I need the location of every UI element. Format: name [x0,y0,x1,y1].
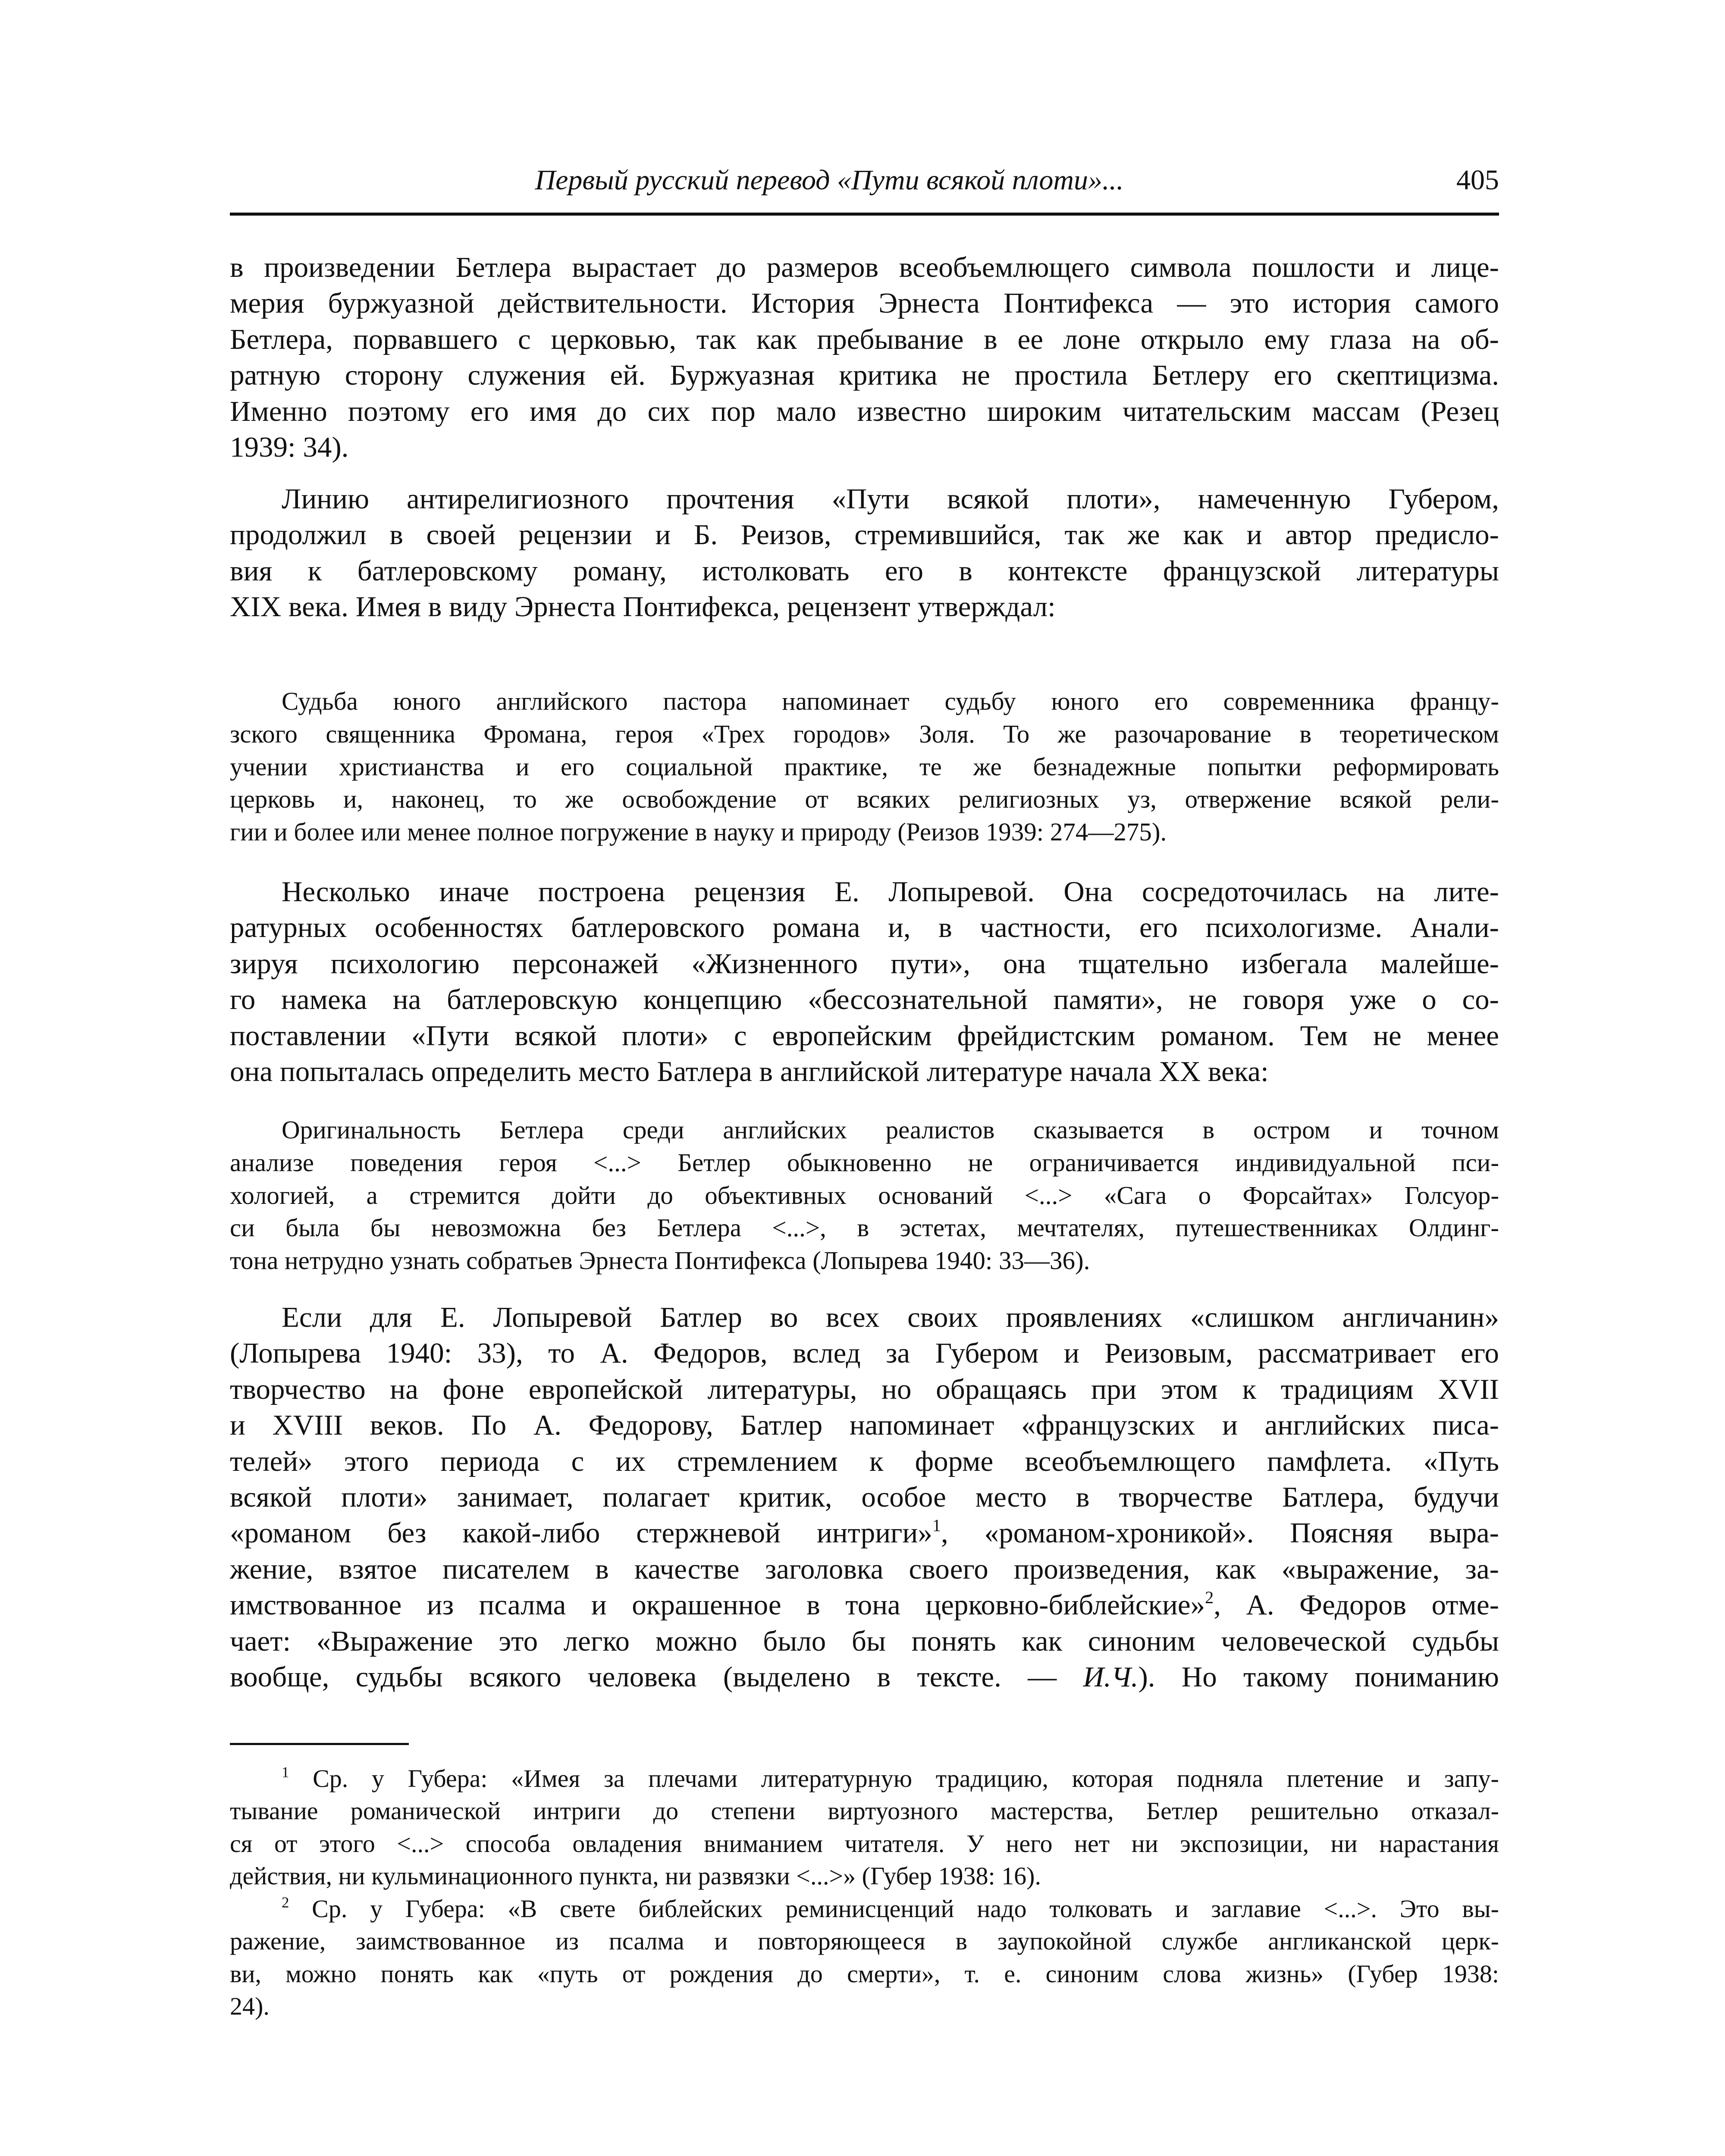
text-line: Линию антирелигиозного прочтения «Пути всякой плоти», намеченную Губером, [282,483,1499,515]
text-line: всякой плоти» занимает, полагает критик, особое место в творчестве Батлера, будучи [230,1481,1499,1514]
text-line: тывание романической интриги до степени виртуозного мастерства, Бетлер решительно отказал- [230,1797,1499,1825]
text-line: продолжил в своей рецензии и Б. Реизов, стремившийся, так же как и автор предисло- [230,519,1499,551]
paragraph [230,481,1499,625]
text-line: вия к батлеровскому роману, истолковать его в контексте французской литературы [230,555,1499,587]
footnote-marker[interactable]: 2 [1205,1588,1214,1608]
text-line: (Лопырева 1940: 33), то А. Федоров, вслед за Губером и Реизовым, рассматривает его [230,1337,1499,1369]
text-line [230,1762,1499,1795]
text-line: го намека на батлеровскую концепцию «бессознательной памяти», не говоря уже о со- [230,984,1499,1016]
text-line: Оригинальность Бетлера среди английских реалистов сказывается в остром и точном [282,1116,1499,1144]
text-line: Судьба юного английского пастора напоминает судьбу юного его современника францу- [282,687,1499,715]
text-line [230,1515,1499,1551]
text-line: тона нетрудно узнать собратьев Эрнеста Понтифекса (Лопырева 1940: 33—36). [230,1246,1090,1275]
text-line: Именно поэтому его имя до сих пор мало известно широким читательским массам (Резец [230,395,1499,427]
text-line: 1939: 34). [230,431,349,464]
text-line: и XVIII веков. По А. Федорову, Батлер напоминает «французских и английских писа- [230,1409,1499,1442]
text-segment: ). Но такому пониманию [1138,1661,1499,1693]
paragraph [230,874,1499,1090]
text-line: чает: «Выражение это легко можно было бы понять как синоним человеческой судьбы [230,1625,1499,1657]
footnote [230,1762,1499,1892]
text-line: ся от этого <...> способа овладения вниманием читателя. У него нет ни экспозиции, ни нарастания [230,1829,1499,1858]
italic-text: И.Ч. [1083,1661,1138,1693]
text-line: она попыталась определить место Батлера в английской литературе начала XX века: [230,1056,1269,1088]
text-line: поставлении «Пути всякой плоти» с европейским фрейдистским романом. Тем не менее [230,1019,1499,1052]
page-number: 405 [1456,164,1499,196]
block-quote [230,685,1499,849]
text-line: зского священника Фромана, героя «Трех городов» Золя. То же разочарование в теоретическом [230,719,1499,748]
text-line: церковь и, наконец, то же освобождение от всяких религиозных уз, отвержение всякой рели- [230,785,1499,814]
text-line: Бетлера, порвавшего с церковью, так как пребывание в ее лоне открыло ему глаза на об- [230,323,1499,355]
text-line: анализе поведения героя <...> Бетлер обыкновенно не ограничивается индивидуальной пси- [230,1148,1499,1177]
footnote [230,1893,1499,2022]
paragraph [230,1300,1499,1695]
text-line: творчество на фоне европейской литературы, но обращаясь при этом к традициям XVII [230,1373,1499,1405]
text-line: Если для Е. Лопыревой Батлер во всех своих проявлениях «слишком англичанин» [282,1301,1499,1333]
footnote-marker[interactable]: 2 [282,1894,289,1911]
text-line: действия, ни кульминационного пункта, ни развязки <...>» (Губер 1938: 16). [230,1861,1041,1890]
text-segment: Ср. у Губера: «В свете библейских реминисценций надо толковать и заглавие <...>. Это вы- [289,1895,1499,1923]
footnote-separator [230,1743,409,1745]
text-line: ви, можно понять как «путь от рождения до смерти», т. е. синоним слова жизнь» (Губер 1938: [230,1959,1499,1988]
text-line: жение, взятое писателем в качестве заголовка своего произведения, как «выражение, за- [230,1553,1499,1585]
text-line: гии и более или менее полное погружение в науку и природу (Реизов 1939: 274—275). [230,818,1167,846]
text-line: хологией, а стремится дойти до объективных оснований <...> «Сага о Форсайтах» Голсуор- [230,1181,1499,1210]
text-segment: имствованное из псалма и окрашенное в тона церковно-библейские» [230,1589,1205,1621]
text-line: Несколько иначе построена рецензия Е. Лопыревой. Она сосредоточилась на лите- [282,876,1499,908]
text-line: мерия буржуазной действительности. История Эрнеста Понтифекса — это история самого [230,287,1499,320]
text-line [230,1893,1499,1925]
text-line: си была бы невозможна без Бетлера <...>, в эстетах, мечтателях, путешественниках Олдинг- [230,1213,1499,1242]
header-rule [230,213,1499,216]
text-segment: вообще, судьбы всякого человека (выделено в тексте. — [230,1661,1083,1693]
paragraph [230,250,1499,465]
text-segment: , А. Федоров отме- [1214,1589,1499,1621]
block-quote [230,1114,1499,1277]
text-line [230,1659,1499,1695]
text-line: телей» этого периода с их стремлением к форме всеобъемлющего памфлета. «Путь [230,1445,1499,1477]
text-segment: , «романом-хроникой». Поясняя выра- [941,1517,1499,1549]
text-line [230,1587,1499,1623]
text-line: ражение, заимствованное из псалма и повторяющееся в заупокойной службе англиканской церк- [230,1927,1499,1955]
text-line: учении христианства и его социальной практике, те же безнадежные попытки реформировать [230,752,1499,781]
footnote-marker[interactable]: 1 [282,1764,289,1781]
text-segment: Ср. у Губера: «Имея за плечами литературную традицию, которая подняла плетение и запу- [289,1764,1499,1792]
text-line: 24). [230,1992,270,2020]
text-segment: «романом без какой-либо стержневой интриги» [230,1517,932,1549]
footnote-marker[interactable]: 1 [932,1516,941,1536]
text-line: в произведении Бетлера вырастает до размеров всеобъемлющего символа пошлости и лице- [230,251,1499,283]
page-header [230,164,1499,207]
running-title: Первый русский перевод «Пути всякой плоти»... [535,164,1124,196]
text-line: зируя психологию персонажей «Жизненного пути», она тщательно избегала малейше- [230,947,1499,980]
text-line: ратную сторону служения ей. Буржуазная критика не простила Бетлеру его скептицизма. [230,359,1499,392]
text-line: XIX века. Имея в виду Эрнеста Понтифекса, рецензент утверждал: [230,591,1056,623]
text-line: ратурных особенностях батлеровского романа и, в частности, его психологизме. Анали- [230,912,1499,944]
